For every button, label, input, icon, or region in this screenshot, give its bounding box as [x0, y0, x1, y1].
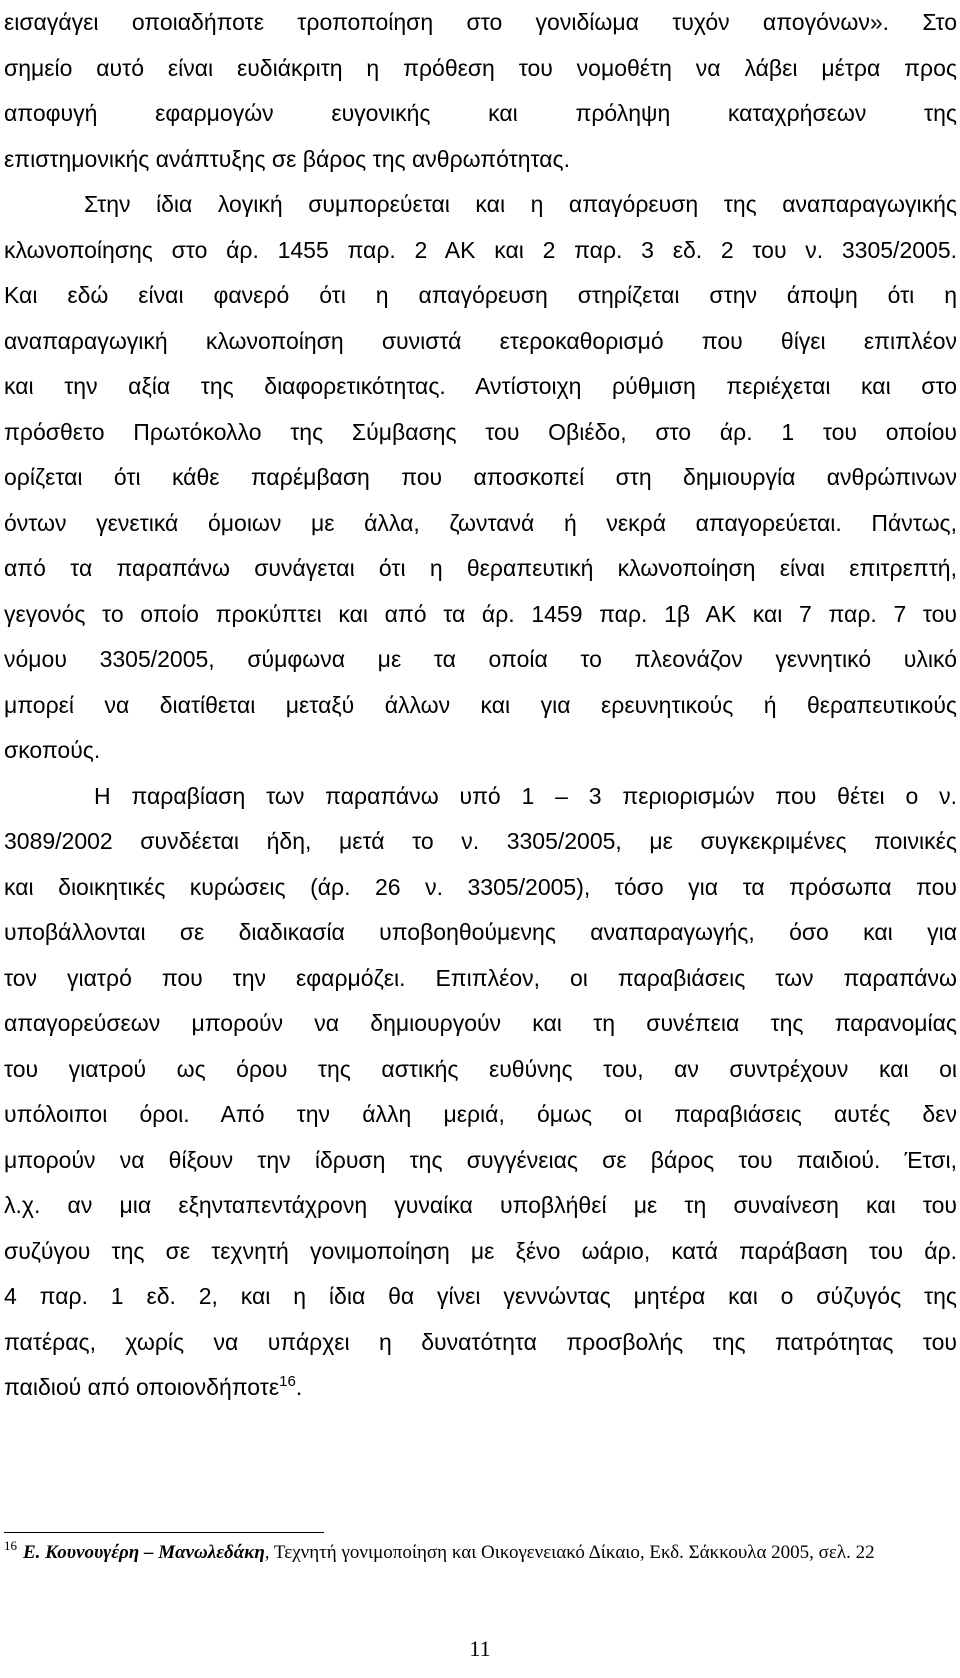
text-line: σκοπούς. [4, 737, 101, 763]
text-line: γεγονός το οποίο προκύπτει και από τα άρ. 1459 παρ. 1β ΑΚ και 7 παρ. 7 του [4, 600, 957, 627]
text-line: 4 παρ. 1 εδ. 2, και η ίδια θα γίνει γεννώντας μητέρα και ο σύζυγός της [4, 1283, 957, 1309]
text-line: πρόσθετο Πρωτόκολλο της Σύμβασης του Οβιέδο, στο άρ. 1 του οποίου [4, 418, 957, 445]
text-line: συζύγου της σε τεχνητή γονιμοποίηση με ξένο ωάριο, κατά παράβαση του άρ. [4, 1237, 957, 1264]
text-line: σημείο αυτό είναι ευδιάκριτη η πρόθεση του νομοθέτη να λάβει μέτρα προς [4, 54, 957, 81]
text-line: μπορεί να διατίθεται μεταξύ άλλων και για ερευνητικούς ή θεραπευτικούς [4, 691, 957, 718]
text-line: τον γιατρό που την εφαρμόζει. Επιπλέον, οι παραβιάσεις των παραπάνω [4, 964, 957, 991]
text-line: νόμου 3305/2005, σύμφωνα με τα οποία το πλεονάζον γεννητικό υλικό [4, 646, 957, 672]
text-line: Στην ίδια λογική συμπορεύεται και η απαγόρευση της αναπαραγωγικής [84, 191, 957, 217]
text-line: αναπαραγωγική κλωνοποίηση συνιστά ετεροκαθορισμό που θίγει επιπλέον [4, 327, 957, 354]
footnote-reference[interactable]: 16 [279, 1373, 296, 1390]
footnote [4, 1540, 957, 1566]
text-line: απαγορεύσεων μπορούν να δημιουργούν και τη συνέπεια της παρανομίας [4, 1010, 957, 1036]
text-line: μπορούν να θίξουν την ίδρυση της συγγένειας σε βάρος του παιδιού. Έτσι, [4, 1146, 957, 1173]
text-line: και διοικητικές κυρώσεις (άρ. 26 ν. 3305/2005), τόσο για τα πρόσωπα που [4, 873, 957, 900]
footnote-text: , Τεχνητή γονιμοποίηση και Οικογενειακό Δίκαιο, Εκδ. Σάκκουλα 2005, σελ. 22 [264, 1542, 875, 1563]
footnote-separator [4, 1532, 324, 1533]
final-period: . [295, 1374, 303, 1400]
text-line: 3089/2002 συνδέεται ήδη, μετά το ν. 3305/2005, με συγκεκριμένες ποινικές [4, 828, 957, 854]
body-text [4, 0, 957, 1411]
text-line: από τα παραπάνω συνάγεται ότι η θεραπευτική κλωνοποίηση είναι επιτρεπτή, [4, 555, 957, 581]
text-line: επιστημονικής ανάπτυξης σε βάρος της ανθρωπότητας. [4, 145, 571, 172]
footnote-author: Ε. Κουνουγέρη – Μανωλεδάκη [23, 1542, 265, 1563]
text-line-final-text: παιδιού από οποιονδήποτε [4, 1374, 280, 1400]
page-number: 11 [469, 1636, 491, 1661]
text-line: αποφυγή εφαρμογών ευγονικής και πρόληψη καταχρήσεων της [4, 100, 957, 126]
text-line: λ.χ. αν μια εξηνταπεντάχρονη γυναίκα υποβλήθεί με τη συναίνεση και του [4, 1192, 957, 1218]
text-line: και την αξία της διαφορετικότητας. Αντίστοιχη ρύθμιση περιέχεται και στο [4, 373, 957, 399]
text-line: Η παραβίαση των παραπάνω υπό 1 – 3 περιορισμών που θέτει ο ν. [94, 782, 957, 809]
text-line: υποβάλλονται σε διαδικασία υποβοηθούμενης αναπαραγωγής, όσο και για [4, 919, 957, 945]
text-line: κλωνοποίησης στο άρ. 1455 παρ. 2 ΑΚ και 2 παρ. 3 εδ. 2 του ν. 3305/2005. [4, 236, 957, 263]
text-line-final [4, 1365, 957, 1411]
footnote-number: 16 [4, 1538, 17, 1553]
text-line: υπόλοιποι όροι. Από την άλλη μεριά, όμως οι παραβιάσεις αυτές δεν [4, 1101, 957, 1127]
text-line: όντων γενετικά όμοιων με άλλα, ζωντανά ή νεκρά απαγορεύεται. Πάντως, [4, 509, 957, 536]
text-line: εισαγάγει οποιαδήποτε τροποποίηση στο γονιδίωμα τυχόν απογόνων». Στο [4, 9, 957, 35]
text-line: ορίζεται ότι κάθε παρέμβαση που αποσκοπεί στη δημιουργία ανθρώπινων [4, 464, 957, 490]
text-line: Και εδώ είναι φανερό ότι η απαγόρευση στηρίζεται στην άποψη ότι η [4, 282, 957, 308]
text-line: του γιατρού ως όρου της αστικής ευθύνης του, αν συντρέχουν και οι [4, 1055, 957, 1082]
text-line: πατέρας, χωρίς να υπάρχει η δυνατότητα προσβολής της πατρότητας του [4, 1328, 957, 1355]
